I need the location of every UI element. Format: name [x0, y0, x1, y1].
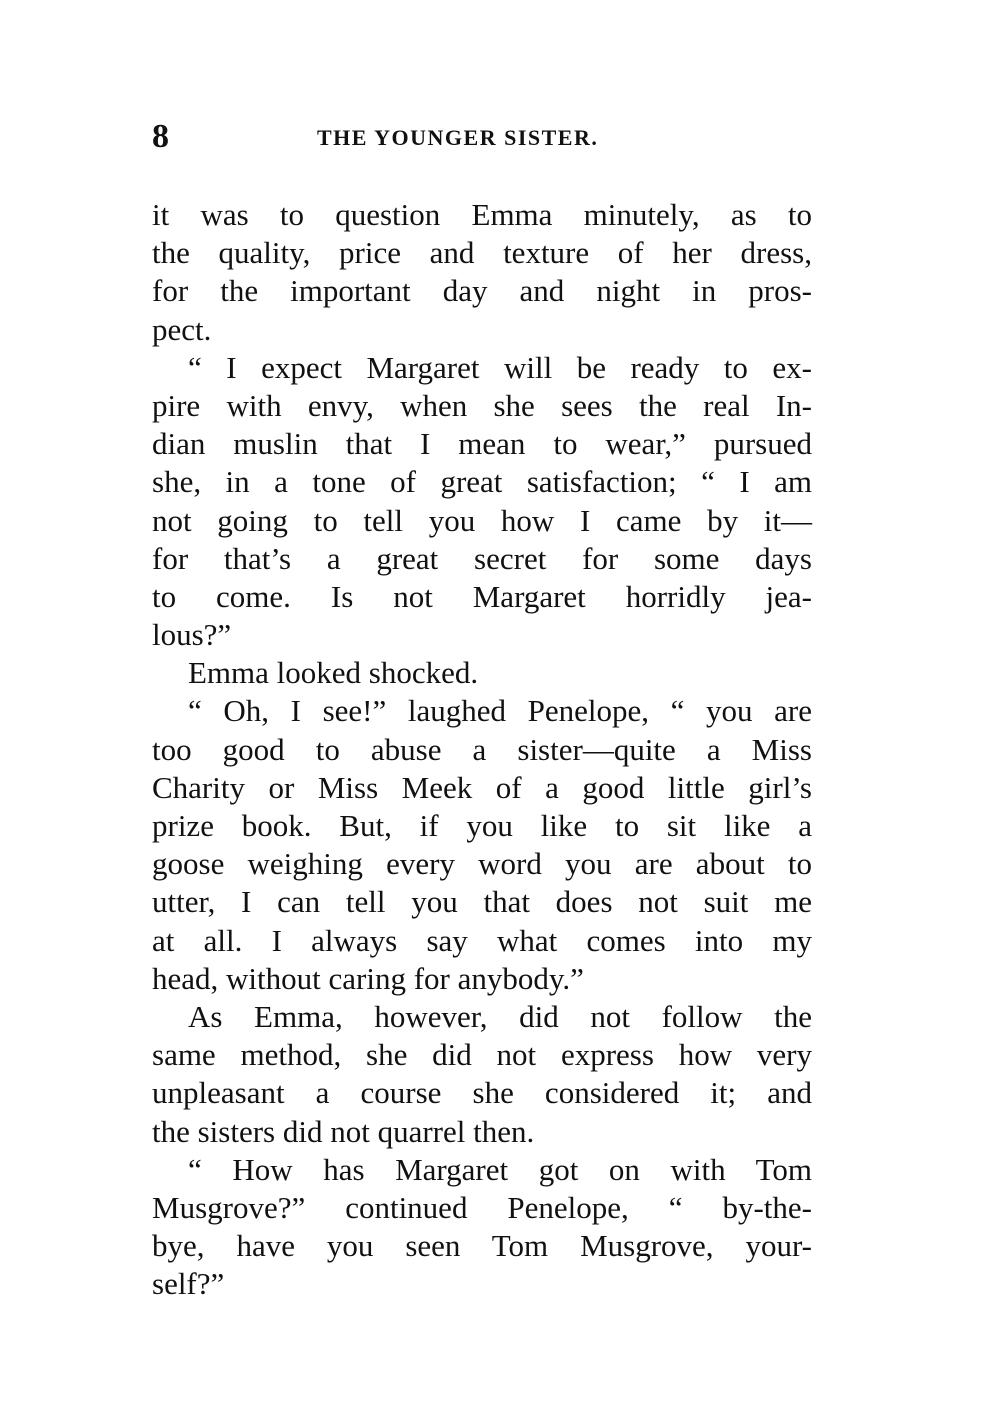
- text-line: dian muslin that I mean to wear,” pursued: [152, 426, 812, 462]
- text-line: Emma looked shocked.: [188, 655, 479, 691]
- text-line: it was to question Emma minutely, as to: [152, 197, 812, 232]
- running-title: THE YOUNGER SISTER.: [317, 125, 599, 150]
- text-line: utter, I can tell you that does not suit me: [152, 884, 812, 920]
- text-line: not going to tell you how I came by it—: [152, 502, 812, 538]
- text-line: lous?”: [152, 617, 232, 653]
- text-line: bye, have you seen Tom Musgrove, your-: [152, 1228, 812, 1264]
- text-line: “ How has Margaret got on with Tom: [188, 1151, 812, 1187]
- text-line: at all. I always say what comes into my: [152, 922, 812, 958]
- text-line: prize book. But, if you like to sit like a: [152, 808, 812, 843]
- text-line: “ Oh, I see!” laughed Penelope, “ you are: [188, 693, 812, 729]
- text-line: to come. Is not Margaret horridly jea-: [152, 578, 812, 614]
- text-line: pire with envy, when she sees the real In-: [152, 387, 812, 423]
- text-line: too good to abuse a sister—quite a Miss: [152, 731, 812, 767]
- text-line: the sisters did not quarrel then.: [152, 1113, 535, 1149]
- page-number: 8: [152, 118, 169, 155]
- text-line: unpleasant a course she considered it; and: [152, 1075, 812, 1111]
- body-text: [152, 196, 812, 1303]
- text-line: Charity or Miss Meek of a good little girl’s: [152, 769, 812, 805]
- text-line: for the important day and night in pros-: [152, 273, 812, 309]
- text-line: Musgrove?” continued Penelope, “ by-the-: [152, 1189, 812, 1225]
- text-line: the quality, price and texture of her dress,: [152, 235, 812, 271]
- text-line: head, without caring for anybody.”: [152, 960, 584, 996]
- text-line: pect.: [152, 311, 212, 347]
- text-line: “ I expect Margaret will be ready to ex-: [188, 349, 812, 385]
- text-line: for that’s a great secret for some days: [152, 540, 812, 576]
- text-line: self?”: [152, 1266, 225, 1302]
- text-line: goose weighing every word you are about to: [152, 846, 812, 882]
- text-line: she, in a tone of great satisfaction; “ I am: [152, 464, 812, 500]
- running-head: [152, 112, 812, 162]
- text-line: same method, she did not express how very: [152, 1037, 812, 1073]
- text-line: As Emma, however, did not follow the: [188, 998, 812, 1034]
